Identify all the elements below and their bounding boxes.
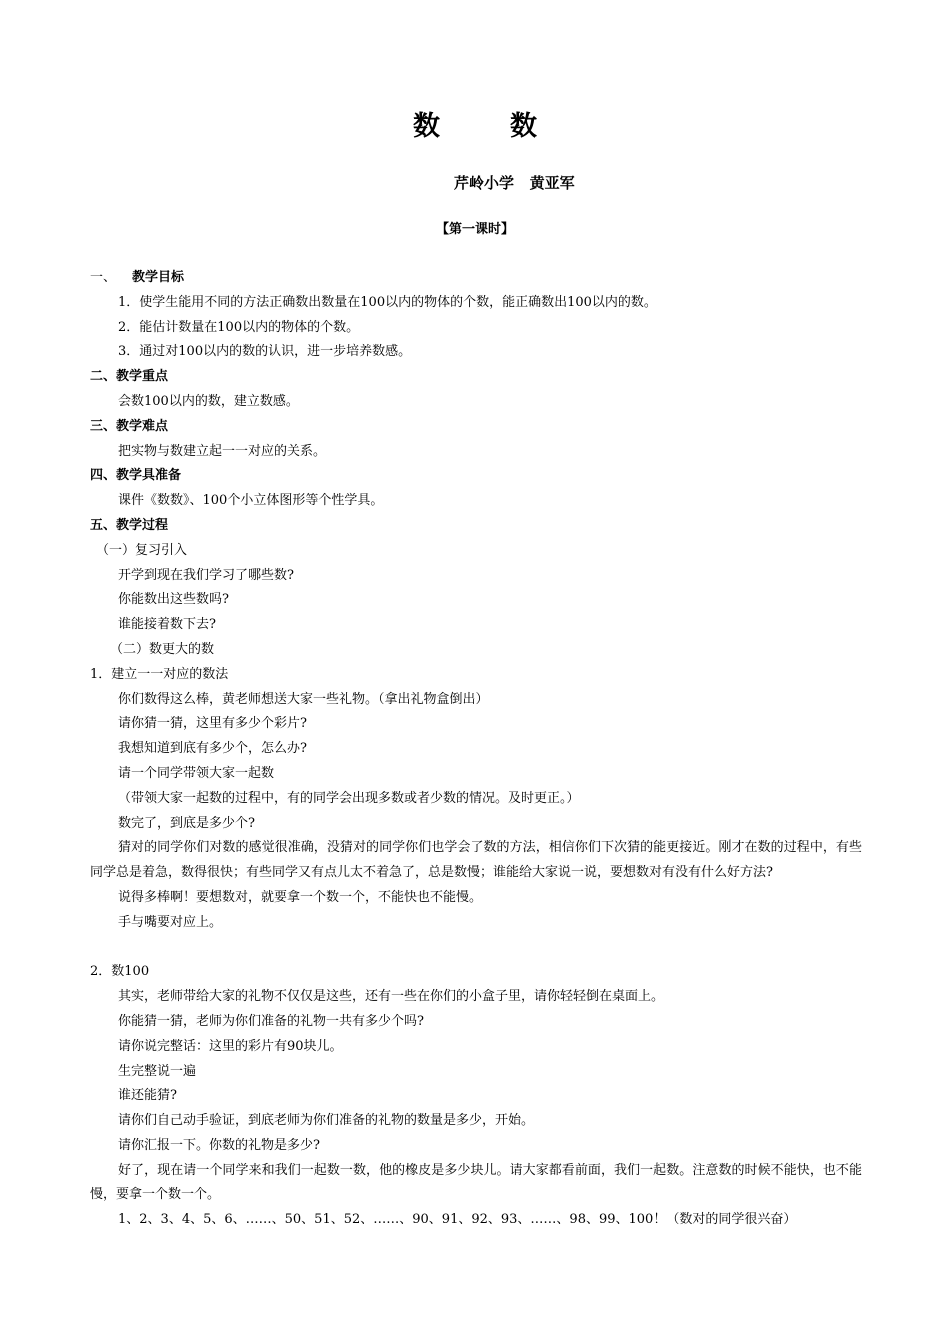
text-line: 请一个同学带领大家一起数 — [118, 765, 275, 781]
text-line: 我想知道到底有多少个，怎么办? — [118, 741, 307, 757]
text-line: 数完了，到底是多少个? — [118, 815, 255, 831]
section-heading-materials: 四、教学具准备 — [90, 468, 182, 484]
part-label: （二）数更大的数 — [110, 641, 215, 657]
lesson-label: 【第一课时】 — [435, 222, 514, 237]
author-line: 芹岭小学 黄亚军 — [454, 174, 575, 192]
document-title: 数数 — [413, 111, 607, 142]
text-line: 谁还能猜? — [118, 1088, 177, 1104]
text-line: 说得多棒啊！要想数对，就要拿一个数一个，不能快也不能慢。 — [118, 889, 483, 905]
text-line: 手与嘴要对应上。 — [118, 914, 223, 930]
subsection-label: 2．数100 — [90, 964, 150, 980]
text-line: 你能猜一猜，老师为你们准备的礼物一共有多少个吗? — [118, 1013, 424, 1029]
text-line: 请你们自己动手验证，到底老师为你们准备的礼物的数量是多少，开始。 — [118, 1113, 535, 1129]
section-text: 会数100以内的数，建立数感。 — [118, 393, 299, 409]
subsection-label: 1．建立一一对应的数法 — [90, 666, 229, 682]
goal-item: 3．通过对100以内的数的认识，进一步培养数感。 — [118, 344, 412, 360]
text-line: 开学到现在我们学习了哪些数? — [118, 567, 294, 583]
document-body — [90, 266, 862, 1233]
text-line: 请你汇报一下。你数的礼物是多少? — [118, 1137, 320, 1153]
section-heading-focus: 二、教学重点 — [90, 369, 169, 385]
text-line: 生完整说一遍 — [118, 1063, 197, 1079]
section-text: 把实物与数建立起一一对应的关系。 — [118, 443, 327, 459]
text-line: 其实，老师带给大家的礼物不仅仅是这些，还有一些在你们的小盒子里，请你轻轻倒在桌面上。 — [118, 989, 665, 1005]
goal-item: 1．使学生能用不同的方法正确数出数量在100以内的物体的个数，能正确数出100以内的数。 — [118, 294, 657, 310]
section-number: 一、 — [90, 270, 117, 285]
section-heading-difficulty: 三、教学难点 — [90, 418, 169, 434]
blank-line — [90, 936, 862, 961]
text-line: 你们数得这么棒，黄老师想送大家一些礼物。（拿出礼物盒倒出） — [118, 691, 489, 707]
part-label: （一）复习引入 — [96, 542, 188, 558]
counting-line: 1、2、3、4、5、6、……、50、51、52、……、90、91、92、93、……、98、99、100！（数对的同学很兴奋） — [118, 1212, 797, 1228]
section-title: 教学目标 — [132, 270, 185, 285]
section-text: 课件《数数》、100个小立体图形等个性学具。 — [118, 493, 384, 509]
text-line: 请你猜一猜，这里有多少个彩片? — [118, 716, 307, 732]
section-heading-process: 五、教学过程 — [90, 517, 169, 533]
text-line: 请你说完整话：这里的彩片有90块儿。 — [118, 1038, 343, 1054]
section-heading-goals — [90, 266, 862, 291]
paragraph: 猜对的同学你们对数的感觉很准确，没猜对的同学你们也学会了数的方法，相信你们下次猜的能更接近。刚才在数的过程中，有些同学总是着急，数得很快；有些同学又有点儿太不着急了，总是数慢；谁能给大家说一说，要想数对有没有什么好方法? — [90, 840, 862, 881]
text-line: （带领大家一起数的过程中，有的同学会出现多数或者少数的情况。及时更正。） — [118, 790, 580, 806]
paragraph: 好了，现在请一个同学来和我们一起数一数，他的橡皮是多少块儿。请大家都看前面，我们一起数。注意数的时候不能快，也不能慢，要拿一个数一个。 — [90, 1162, 862, 1203]
text-line: 你能数出这些数吗? — [118, 592, 229, 608]
goal-item: 2．能估计数量在100以内的物体的个数。 — [118, 319, 360, 335]
text-line: 谁能接着数下去? — [118, 617, 216, 633]
